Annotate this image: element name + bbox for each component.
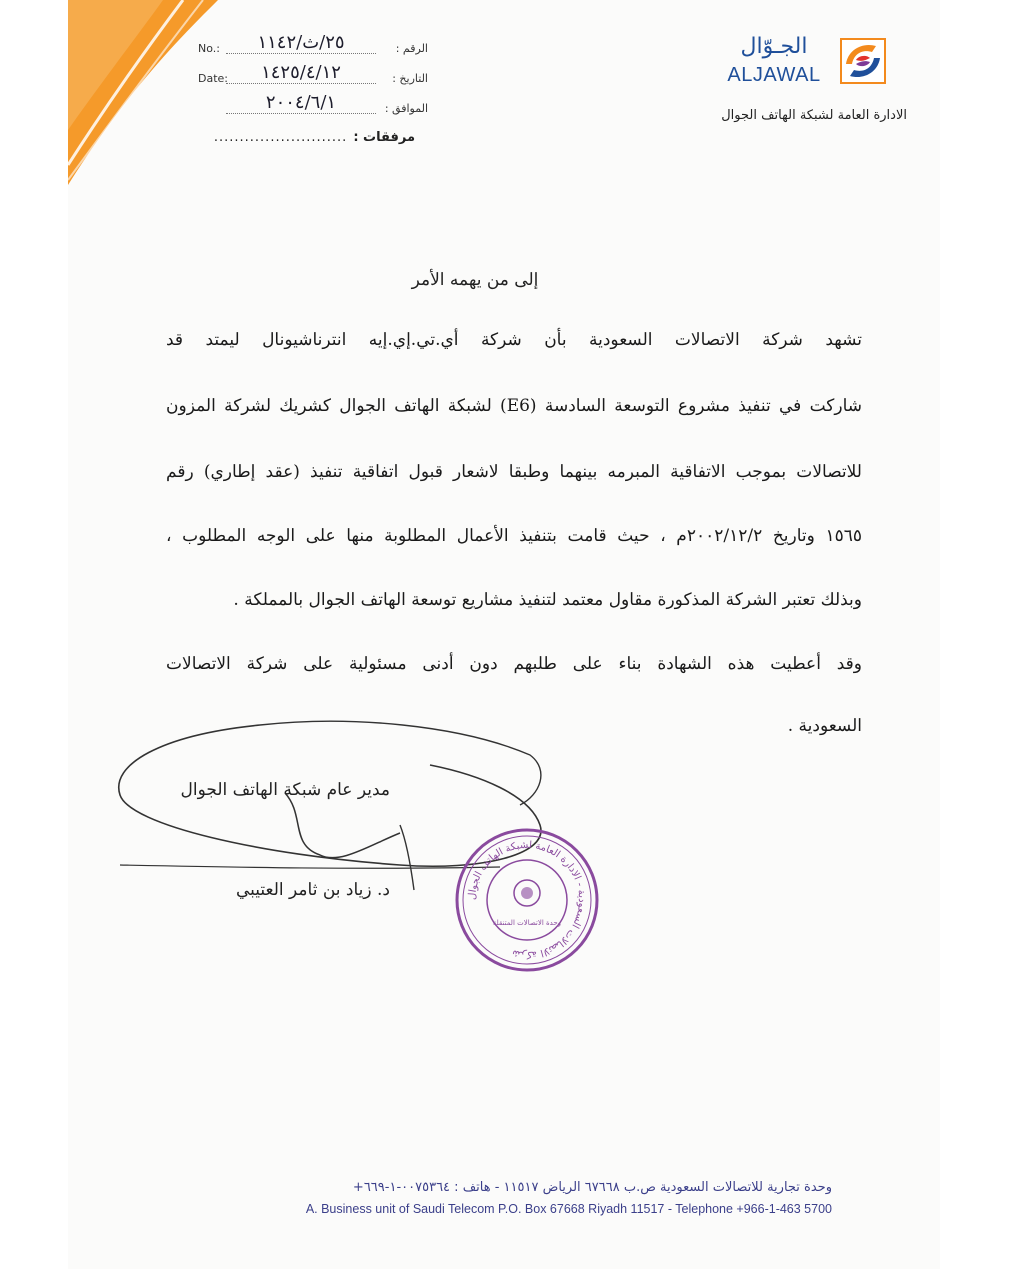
footer-english-address: A. Business unit of Saudi Telecom P.O. Box 67668 Riyadh 11517 - Telephone +966-1-463 5700: [305, 1202, 832, 1216]
attachments-value: ..........................: [213, 130, 348, 145]
body-line: شاركت في تنفيذ مشروع التوسعة السادسة (E6) لشبكة الهاتف الجوال كشريك لشركة المزون: [166, 396, 862, 416]
department-name: الادارة العامة لشبكة الهاتف الجوال: [721, 108, 907, 123]
attachments-field: [200, 130, 415, 145]
date-label-ar: التاريخ :: [392, 72, 428, 85]
logo-arabic-text: الجـوّال: [740, 34, 808, 59]
body-line: ١٥٦٥ وتاريخ ٢٠٠٢/١٢/٢م ، حيث قامت بتنفيذ الأعمال المطلوبة منها على الوجه المطلوب ،: [166, 526, 863, 546]
corresponding-date-row: [198, 92, 428, 128]
signatory-title: مدير عام شبكة الهاتف الجوال: [180, 780, 390, 800]
aljawal-logo-mark-icon: [838, 36, 888, 86]
reference-block: [198, 32, 428, 128]
signatory-name: د. زياد بن ثامر العتيبي: [235, 880, 390, 900]
corresponding-label-ar: الموافق :: [384, 102, 428, 115]
logo-english-text: ALJAWAL: [727, 64, 821, 86]
body-line: تشهد شركة الاتصالات السعودية بأن شركة أي.تي.إي.إيه انترناشيونال ليمتد قد: [166, 330, 862, 350]
aljawal-logo: [718, 36, 890, 92]
corresponding-date-value: ٢٠٠٤/٦/١: [226, 92, 376, 114]
body-line: وبذلك تعتبر الشركة المذكورة مقاول معتمد لتنفيذ مشاريع توسعة الهاتف الجوال بالمملكة .: [233, 590, 862, 610]
stamp-ring-text: شركة الاتصالات السعودية - الادارة العامة لشبكة الهاتف الجوال: [466, 839, 588, 961]
official-stamp-seal: [452, 825, 602, 975]
body-line: للاتصالات بموجب الاتفاقية المبرمه بينهما وطبقا لاشعار قبول اتفاقية تنفيذ (عقد إطاري) رقم: [166, 462, 862, 482]
date-label-en: Date:: [198, 72, 228, 85]
attachments-label: مرفقات :: [353, 130, 415, 145]
footer-arabic-address: وحدة تجارية للاتصالات السعودية ص.ب ٦٧٦٦٨ الرياض ١١٥١٧ - هاتف : ٠٠٧٥٣٦٤-١-٦٦٩+: [352, 1180, 832, 1195]
letter-page: [68, 0, 940, 1269]
closing-line: وقد أعطيت هذه الشهادة بناء على طلبهم دون أدنى مسئولية على شركة الاتصالات: [166, 654, 862, 674]
reference-number-value: ٢٥/ث/١١٤٢: [226, 32, 376, 54]
letter-heading: إلى من يهمه الأمر: [411, 270, 539, 290]
closing-line: السعودية .: [787, 716, 862, 736]
date-value: ١٤٢٥/٤/١٢: [226, 62, 376, 84]
number-label-en: No.:: [198, 42, 220, 55]
number-label-ar: الرقم :: [395, 42, 428, 55]
stamp-inner-text: وحدة الاتصالات المتنقلة: [492, 919, 562, 927]
